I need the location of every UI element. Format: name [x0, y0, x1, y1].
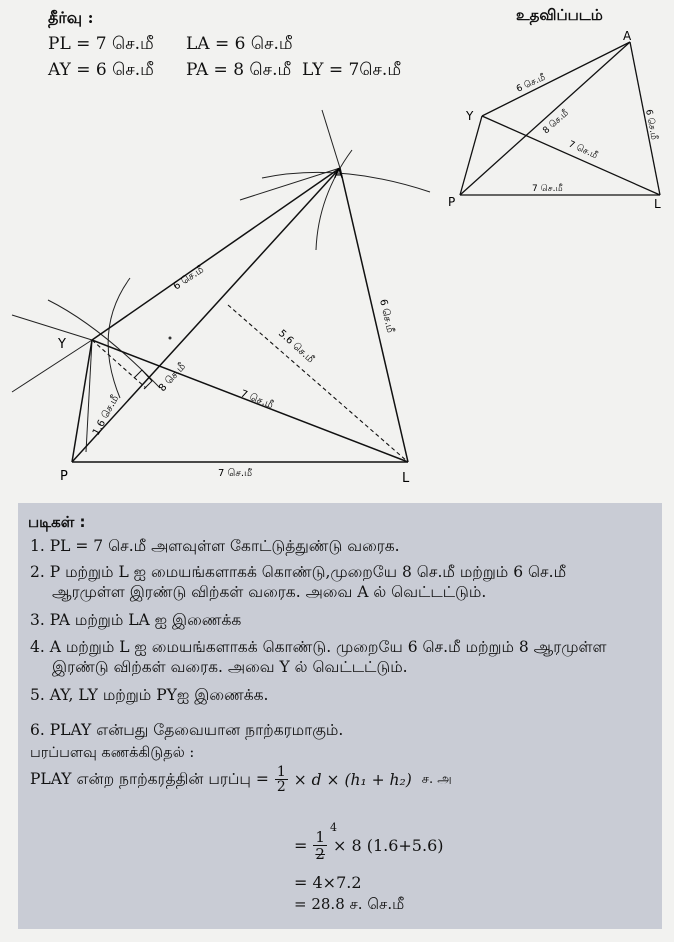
- line2-rest: × 8 (1.6+5.6): [332, 836, 444, 855]
- area-line-3: = 4×7.2: [294, 873, 362, 892]
- rough-vertex-p: P: [448, 195, 456, 209]
- line2-frac-num: 1: [315, 828, 325, 846]
- formula-fraction: [275, 765, 288, 794]
- line2-fraction: [313, 829, 327, 862]
- label-h2: 5.6 செ.மீ: [275, 328, 316, 366]
- rough-diagram-heading: உதவிப்படம்: [516, 6, 603, 24]
- edge-ay: [92, 168, 340, 340]
- arc-center-p: [262, 172, 430, 192]
- extension-line-4: [322, 110, 340, 168]
- rough-vertex-a: A: [623, 30, 632, 43]
- step-5: 5. AY, LY மற்றும் PYஐ இணைக்க.: [30, 686, 269, 704]
- area-intro: PLAY என்ற நாற்கரத்தின் பரப்பு =: [30, 769, 269, 788]
- height-h2: [228, 305, 408, 462]
- step-3: 3. PA மற்றும் LA ஐ இணைக்க: [30, 611, 242, 629]
- formula-unit: ச. அ: [421, 771, 452, 787]
- vertex-l: L: [402, 471, 410, 486]
- rough-label-al: 6 செ.மீ: [643, 108, 659, 141]
- label-ya: 6 செ.மீ: [171, 264, 206, 293]
- label-pa: 8 செ.மீ: [157, 361, 189, 395]
- area-line-4: = 28.8 ச. செ.மீ: [294, 895, 405, 913]
- step-4: 4. A மற்றும் L ஐ மையங்களாகக் கொண்டு. முறையே 6 செ.மீ மற்றும் 8 ஆரமுள்ள: [30, 638, 607, 656]
- vertex-p: P: [60, 469, 68, 484]
- line2-prefix: =: [294, 836, 308, 855]
- label-h1: 1.6 செ.மீ: [90, 393, 122, 438]
- label-ly: 7 செ.மீ: [238, 388, 275, 412]
- rough-label-pa: 8 செ.மீ: [541, 108, 571, 137]
- given-ly: LY = 7செ.மீ: [302, 60, 402, 80]
- step-4-cont: இரண்டு விற்கள் வரைக. அவை Y ல் வெட்டட்டும்.: [52, 658, 408, 676]
- line2-frac-den: 2: [315, 845, 325, 863]
- height-h1: [92, 340, 146, 388]
- given-pl: PL = 7 செ.மீ: [48, 34, 154, 54]
- area-formula: [30, 765, 452, 794]
- step-2: 2. P மற்றும் L ஐ மையங்களாகக் கொண்டு,முறையே 8 செ.மீ மற்றும் 6 செ.மீ: [30, 563, 567, 581]
- step-2-cont: ஆரமுள்ள இரண்டு விற்கள் வரைக. அவை A ல் வெட்டட்டும்.: [52, 583, 487, 601]
- rough-vertex-l: L: [654, 197, 661, 211]
- edge-la: [340, 168, 408, 462]
- area-heading: பரப்பளவு கணக்கிடுதல் :: [30, 745, 195, 761]
- area-line-2: [294, 829, 444, 862]
- formula-frac-num: 1: [276, 764, 286, 780]
- arc-center-l: [316, 150, 352, 250]
- vertex-y: Y: [58, 337, 66, 352]
- step-1: 1. PL = 7 செ.மீ அளவுள்ள கோட்டுத்துண்டு வரைக.: [30, 537, 400, 555]
- rough-label-ya: 6 செ.மீ: [515, 72, 548, 95]
- arc-center-a: [108, 278, 130, 398]
- steps-heading: படிகள் :: [28, 513, 86, 531]
- rough-label-ly: 7 செ.மீ: [566, 139, 599, 162]
- construction-dot: [169, 337, 172, 340]
- construction-diagram: [0, 95, 674, 495]
- vertex-a: A: [334, 167, 343, 182]
- given-pa: PA = 8 செ.மீ: [186, 60, 292, 80]
- solution-heading: தீர்வு :: [48, 8, 94, 27]
- label-al: 6 செ.மீ: [377, 298, 396, 334]
- formula-rest: × d × (h₁ + h₂): [293, 770, 412, 789]
- given-la: LA = 6 செ.மீ: [186, 34, 293, 54]
- given-ay: AY = 6 செ.மீ: [48, 60, 154, 80]
- formula-frac-den: 2: [276, 779, 286, 795]
- rough-vertex-y: Y: [466, 109, 474, 123]
- cancel-mark: 4: [330, 821, 337, 834]
- extension-line-1: [12, 340, 92, 392]
- label-pl: 7 செ.மீ: [218, 468, 253, 479]
- step-6: 6. PLAY என்பது தேவையான நாற்கரமாகும்.: [30, 721, 344, 739]
- rough-label-pl: 7 செ.மீ: [532, 184, 563, 194]
- steps-panel: [18, 503, 662, 929]
